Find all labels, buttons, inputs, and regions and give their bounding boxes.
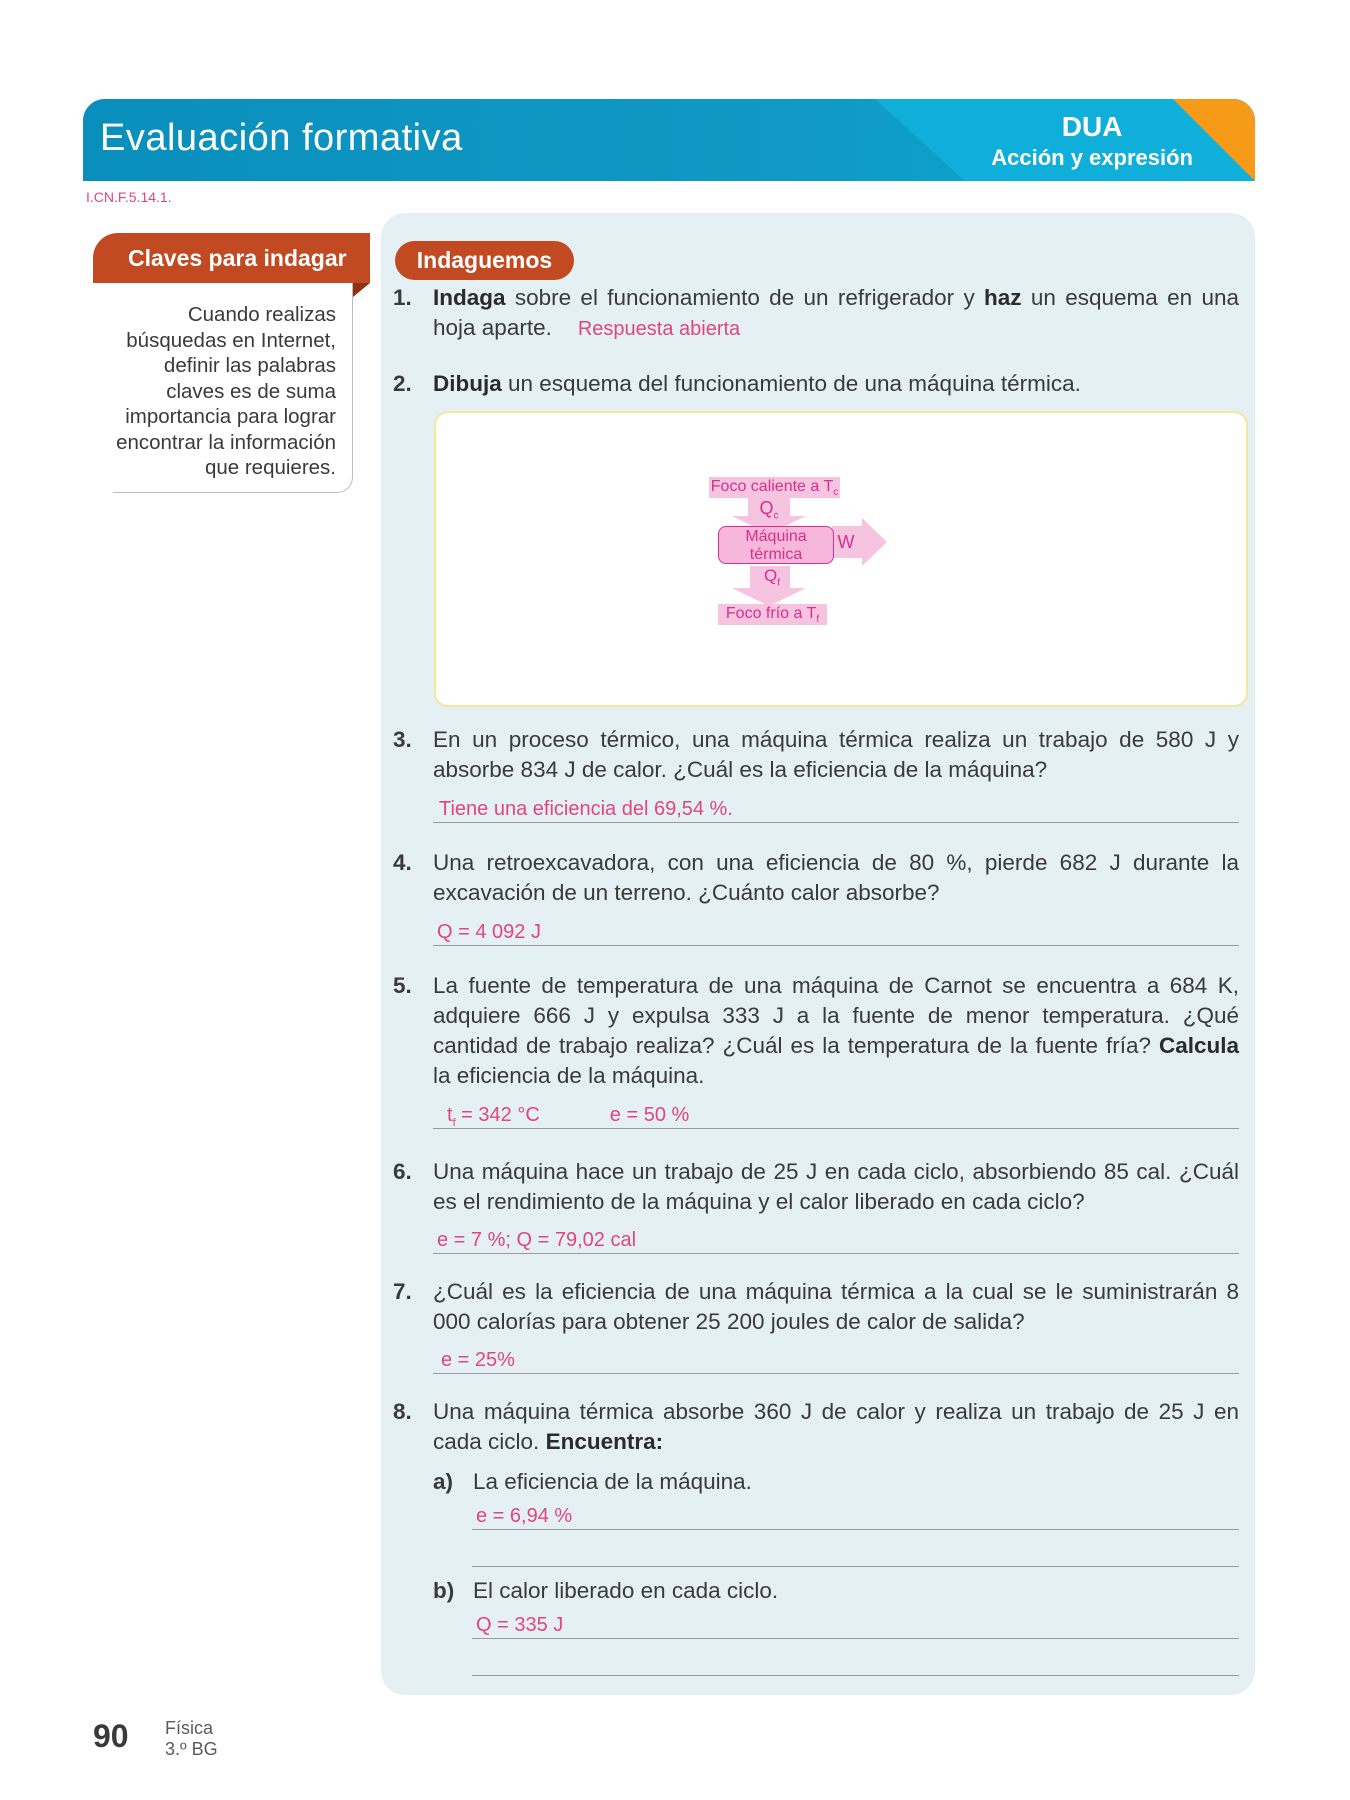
- subject-name: Física: [165, 1718, 214, 1738]
- question-number: 7.: [393, 1279, 412, 1304]
- sidebar-line: que requieres.: [204, 456, 336, 479]
- answer-line[interactable]: Q = 4 092 J: [433, 918, 1239, 946]
- answer-text: e = 50 %: [609, 1104, 690, 1126]
- cold-source-label: Foco frío a $T_f$: [718, 604, 827, 625]
- subquestion-label: a): [433, 1469, 454, 1494]
- sidebar-line: importancia para lograr: [125, 405, 336, 428]
- answer-line[interactable]: e = 7 %; Q = 79,02 cal: [433, 1226, 1239, 1254]
- sidebar-line: claves es de suma: [166, 379, 336, 403]
- answer-text: Respuesta abierta: [577, 318, 741, 340]
- heat-in-label: $Q_c$: [759, 498, 779, 522]
- question-verb: Indaga: [433, 285, 506, 310]
- question-verb: haz: [984, 285, 1022, 310]
- answer-line[interactable]: Tiene una eficiencia del 69,54 %.: [433, 795, 1239, 823]
- sidebar-line: definir las palabras: [163, 354, 336, 377]
- question-number: 6.: [393, 1159, 412, 1184]
- thermal-machine: [718, 526, 834, 564]
- page-number: 90: [93, 1718, 129, 1754]
- hot-source-label: Foco caliente a $T_c$: [710, 478, 839, 499]
- subquestion-text: La eficiencia de la máquina.: [473, 1469, 752, 1494]
- answer-line[interactable]: e = 6,94 %: [472, 1502, 1239, 1530]
- sidebar-line: encontrar la información: [116, 430, 336, 454]
- subquestion-label: b): [433, 1578, 455, 1603]
- question-text-part: un esquema en una hoja aparte.: [433, 285, 1239, 340]
- question-number: 5.: [393, 973, 412, 998]
- question-text: En un proceso térmico, una máquina térmica realiza un trabajo de 580 J y absorbe 834 J de calor. ¿Cuál es la eficiencia de la máquina?: [433, 727, 1239, 782]
- question-number: 2.: [393, 371, 412, 396]
- question-text: [433, 971, 1239, 1091]
- dua-title: DUA: [1061, 111, 1123, 142]
- answer-line[interactable]: $t_f = 342$ °C e = 50 %: [433, 1101, 1239, 1129]
- dua-subtitle: Acción y expresión: [991, 145, 1193, 170]
- page-title: Evaluación formativa: [100, 117, 463, 159]
- answer-line[interactable]: e = 25%: [433, 1346, 1239, 1374]
- question-verb: Dibuja: [433, 371, 502, 396]
- question-text-part: La fuente de temperatura de una máquina de Carnot se encuentra a 684 K, adquiere 666 J y expulsa 333 J a la fuente de menor temperatura. ¿Qué cantidad de trabajo realiza? ¿Cuál es la temperatura de la fuente fría?: [433, 973, 1239, 1058]
- question-text-part: Una máquina térmica absorbe 360 J de calor y realiza un trabajo de 25 J en cada ciclo.: [433, 1399, 1239, 1454]
- heat-out-label: $Q_f$: [763, 566, 780, 589]
- answer-text: = 342 °C: [455, 1104, 540, 1126]
- question-verb: Encuentra:: [545, 1429, 664, 1454]
- question-text: Una retroexcavadora, con una eficiencia de 80 %, pierde 682 J durante la excavación de un terreno. ¿Cuánto calor absorbe?: [433, 850, 1239, 905]
- question-text-part: la eficiencia de la máquina.: [433, 1063, 705, 1088]
- question-text: Una máquina hace un trabajo de 25 J en cada ciclo, absorbiendo 85 cal. ¿Cuál es el rendimiento de la máquina y el calor liberado en cada ciclo?: [433, 1159, 1239, 1214]
- sidebar-line: búsquedas en Internet,: [126, 328, 336, 352]
- question-text: ¿Cuál es la eficiencia de una máquina térmica a la cual se le suministrarán 8 000 calorías para obtener 25 200 joules de calor de salida?: [433, 1279, 1239, 1334]
- machine-label: térmica: [749, 546, 803, 563]
- answer-text: t: [447, 1104, 453, 1126]
- grade-level: 3.º BG: [165, 1739, 218, 1759]
- question-text-part: un esquema del funcionamiento de una máquina térmica.: [501, 371, 1081, 396]
- answer-line[interactable]: [472, 1648, 1239, 1676]
- question-number: 3.: [393, 727, 412, 752]
- answer-line[interactable]: [472, 1539, 1239, 1567]
- indicator-code: I.CN.F.5.14.1.: [86, 189, 172, 205]
- question-number: 8.: [393, 1399, 412, 1424]
- sidebar-line: Cuando realizas: [187, 303, 336, 326]
- question-verb: Calcula: [1158, 1033, 1239, 1058]
- sidebar-title: Claves para indagar: [93, 233, 370, 283]
- work-label: W: [837, 532, 855, 552]
- footer-subject: [165, 1718, 218, 1760]
- answer-line[interactable]: Q = 335 J: [472, 1611, 1239, 1639]
- subquestion-text: El calor liberado en cada ciclo.: [473, 1578, 779, 1603]
- machine-label: Máquina: [745, 528, 807, 545]
- question-number: 4.: [393, 850, 412, 875]
- question-text-part: sobre el funcionamiento de un refrigerador y: [505, 285, 985, 310]
- question-text: [433, 1397, 1239, 1457]
- section-title: Indaguemos: [395, 241, 574, 280]
- question-number: 1.: [393, 285, 412, 310]
